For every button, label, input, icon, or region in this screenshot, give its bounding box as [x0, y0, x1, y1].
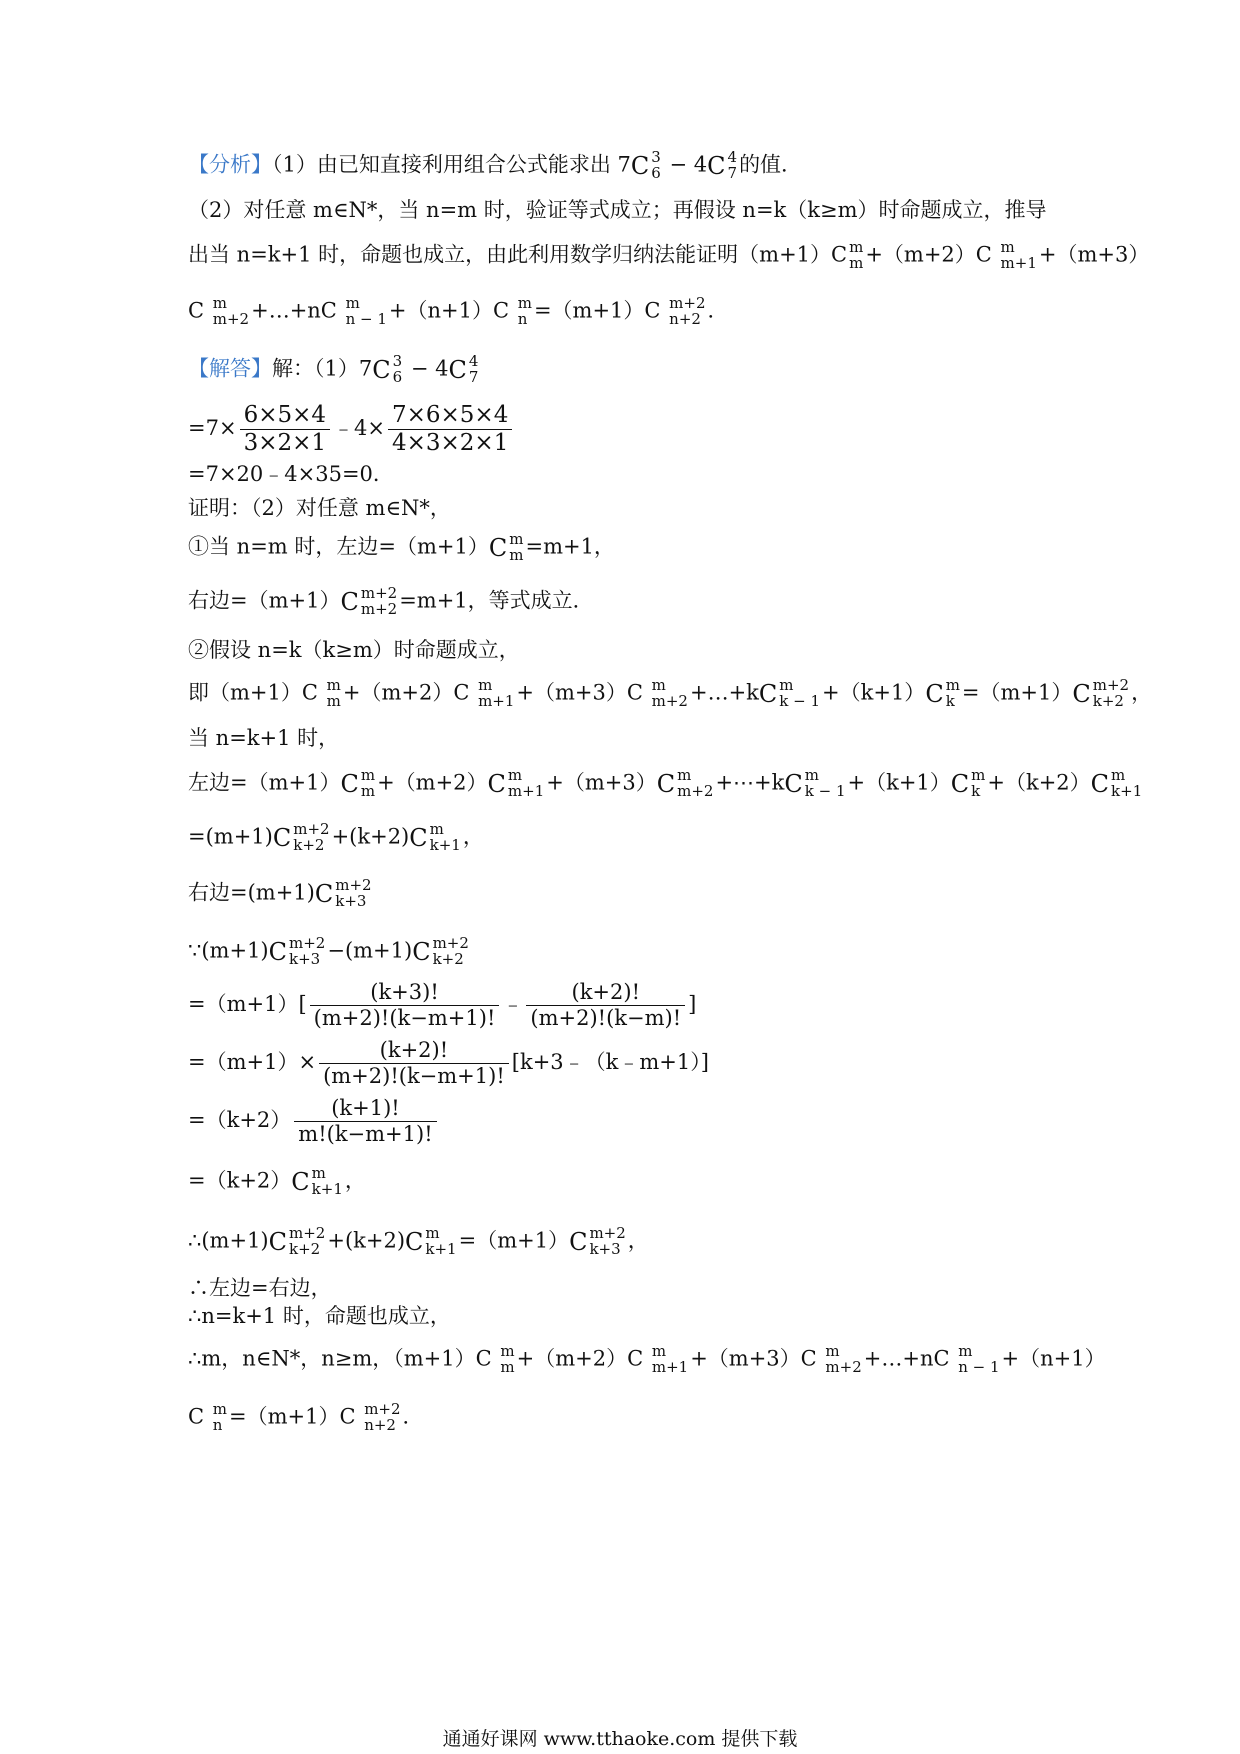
conclude1: ∴左边=右边， [188, 1276, 332, 1300]
right-side: 右边=(m+1)C m+2 k+3 [188, 876, 372, 910]
footer: 通通好课网 www.tthaoke.com 提供下载 [442, 1728, 798, 1750]
case1-left: ①当 n=m 时，左边=（m+1）C m m =m+1， [188, 530, 615, 564]
solution-label: 【解答】 [188, 356, 272, 381]
final-line: C m n =（m+1）C m+2 n+2 ． [188, 1400, 424, 1434]
deriv1: =（m+1）[ $\frac{(k+3)!}{(m+2)!(k-m+1)!}$ ﹣ $\frac{(k+2)!}{(m+2)!(k-m)!}$ ] [188, 980, 697, 1030]
when-k1: 当 n=k+1 时， [188, 726, 340, 750]
deriv2: =（m+1）× $\frac{(k+2)!}{(m+2)!(k-m+1)!}$ [k+3﹣（k﹣m+1）] [188, 1038, 709, 1088]
therefore-eq: ∴(m+1)C m+2 k+2 +(k+2)C m k+1 =（m+1）C m+2 k+3 ， [188, 1224, 649, 1258]
because-line: ∵(m+1)C m+2 k+3 −(m+1)C m+2 k+2 [188, 934, 469, 968]
proof-intro: 证明：（2）对任意 m∈N*， [188, 496, 451, 520]
conclude3: ∴m，n∈N*，n≥m，（m+1）C m m +（m+2）C m m+1 +（m+3）C m m+2 +…+nC m n − 1 +（n+1） [188, 1342, 1106, 1376]
analysis-part2-line2: 出当 n=k+1 时，命题也成立，由此利用数学归纳法能证明（m+1）C m m +（m+2）C m m+1 +（m+3） [188, 238, 1150, 272]
case2: ②假设 n=k（k≥m）时命题成立， [188, 638, 520, 662]
left-simplified: =(m+1)C m+2 k+2 +(k+2)C m k+1 ， [188, 820, 484, 854]
analysis-part1: 【分析】（1）由已知直接利用组合公式能求出 7C 3 6 − 4C 4 7 的值． [188, 148, 803, 182]
step2: =7×20﹣4×35=0． [188, 462, 394, 486]
conclude2: ∴n=k+1 时，命题也成立， [188, 1304, 451, 1328]
step1: =7× $\frac{6\times 5\times 4}{3\times 2\times 1}$ ﹣4× $\frac{7\times 6\times 5\times 4}{4\times 3\times 2\times 1}$ [188, 404, 515, 455]
case1-right: 右边=（m+1）C m+2 m+2 =m+1，等式成立． [188, 584, 594, 618]
deriv3: =（k+2） $\frac{(k+1)!}{m!(k-m+1)!}$ [188, 1098, 440, 1145]
analysis-part2-line3: C m m+2 +…+nC m n − 1 +（n+1）C m n =（m+1）C m+2 n+2 ． [188, 294, 729, 328]
solution-intro: 【解答】解：（1）7C 3 6 − 4C 4 7 [188, 352, 479, 386]
analysis-part2-line1: （2）对任意 m∈N*，当 n=m 时，验证等式成立；再假设 n=k（k≥m）时命题成立，推导 [188, 198, 1047, 222]
analysis-label: 【分析】 [188, 152, 272, 177]
assumption: 即（m+1）C m m +（m+2）C m m+1 +（m+3）C m m+2 +…+kC m k − 1 +（k+1）C m k =（m+1）C m+2 k+2 ， [188, 676, 1153, 710]
deriv4: =（k+2）C m k+1 ， [188, 1164, 366, 1198]
left-side: 左边=（m+1）C m m +（m+2）C m m+1 +（m+3）C m m+2 +⋯+kC m k − 1 +（k+1）C m k +（k+2）C m k+1 [188, 766, 1143, 800]
